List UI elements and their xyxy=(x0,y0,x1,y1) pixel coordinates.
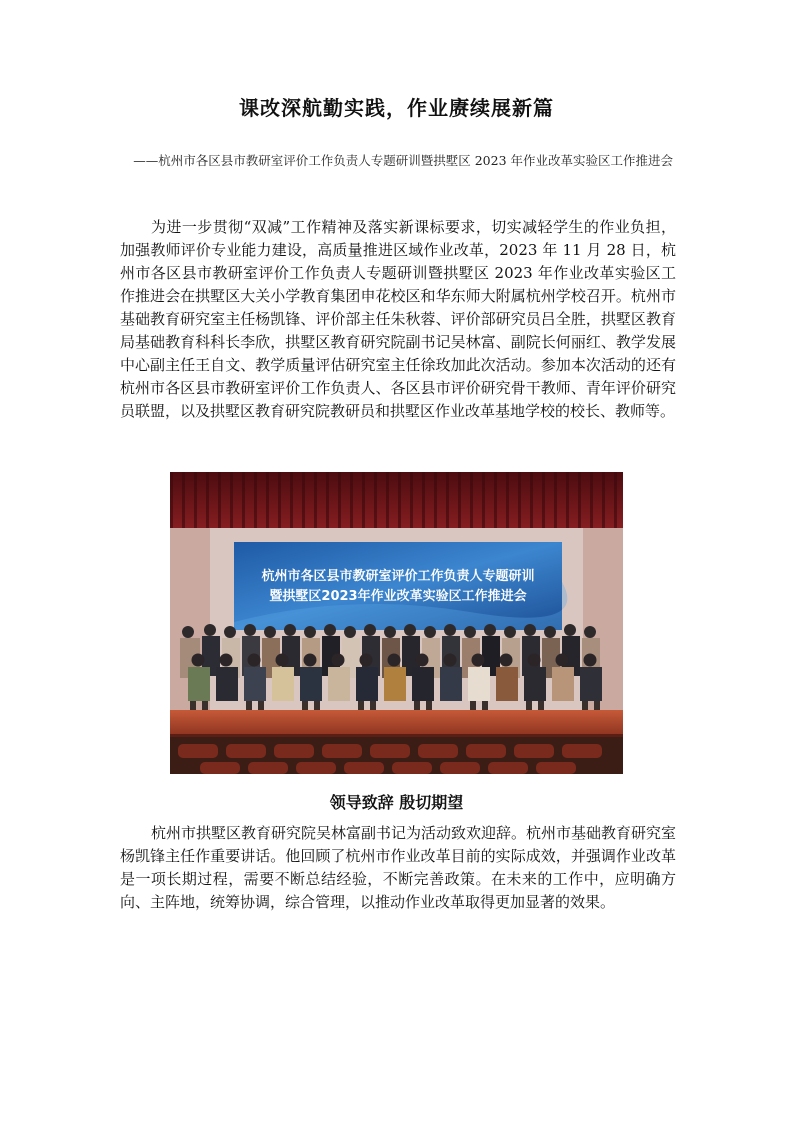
screen-banner-line1: 杭州市各区县市教研室评价工作负责人专题研训 xyxy=(261,569,535,584)
curtain-valance xyxy=(170,472,623,528)
section-heading: 领导致辞 殷切期望 xyxy=(329,793,464,812)
article-title: 课改深航勤实践，作业赓续展新篇 xyxy=(239,96,554,120)
stage-floor xyxy=(170,710,623,736)
section-paragraph: 杭州市拱墅区教育研究院吴林富副书记为活动致欢迎辞。杭州市基础教育研究室杨凯锋主任作重要讲话。他回顾了杭州市作业改革目前的实际成效，并强调作业改革是一项长期过程，需要不断总结经验，不断完善政策。在未来的工作中，应明确方向、主阵地，统筹协调，综合管理，以推动作业改革取得更加显著的效果。 xyxy=(120,824,677,911)
intro-paragraph: 为进一步贯彻“双减”工作精神及落实新课标要求，切实减轻学生的作业负担，加强教师评价专业能力建设，高质量推进区域作业改革，2023 年 11 月 28 日，杭州市各区县市教研室评价工作负责人专题研训暨拱墅区 2023 年作业改革实验区工作推进会在拱墅区大关小学教育集团申花校区和华东师大附属杭州学校召开。杭州市基础教育研究室主任杨凯锋、评价部主任朱秋蓉、评价部研究员吕全胜，拱墅区教育局基础教育科科长李欣，拱墅区教育研究院副书记吴林富、副院长何丽红、教学发展中心副主任王自文、教学质量评估研究室主任徐玫加此次活动。参加本次活动的还有杭州市各区县市教研室评价工作负责人、各区县市评价研究骨干教师、青年评价研究员联盟，以及拱墅区教育研究院教研员和拱墅区作业改革基地学校的校长、教师等。 xyxy=(120,218,676,420)
screen-banner-line2: 暨拱墅区2023年作业改革实验区工作推进会 xyxy=(269,589,527,604)
group-photo xyxy=(170,472,623,774)
group-photo-illustration xyxy=(170,472,623,774)
article-subtitle: ——杭州市各区县市教研室评价工作负责人专题研训暨拱墅区 2023 年作业改革实验区工作推进会 xyxy=(133,153,673,168)
